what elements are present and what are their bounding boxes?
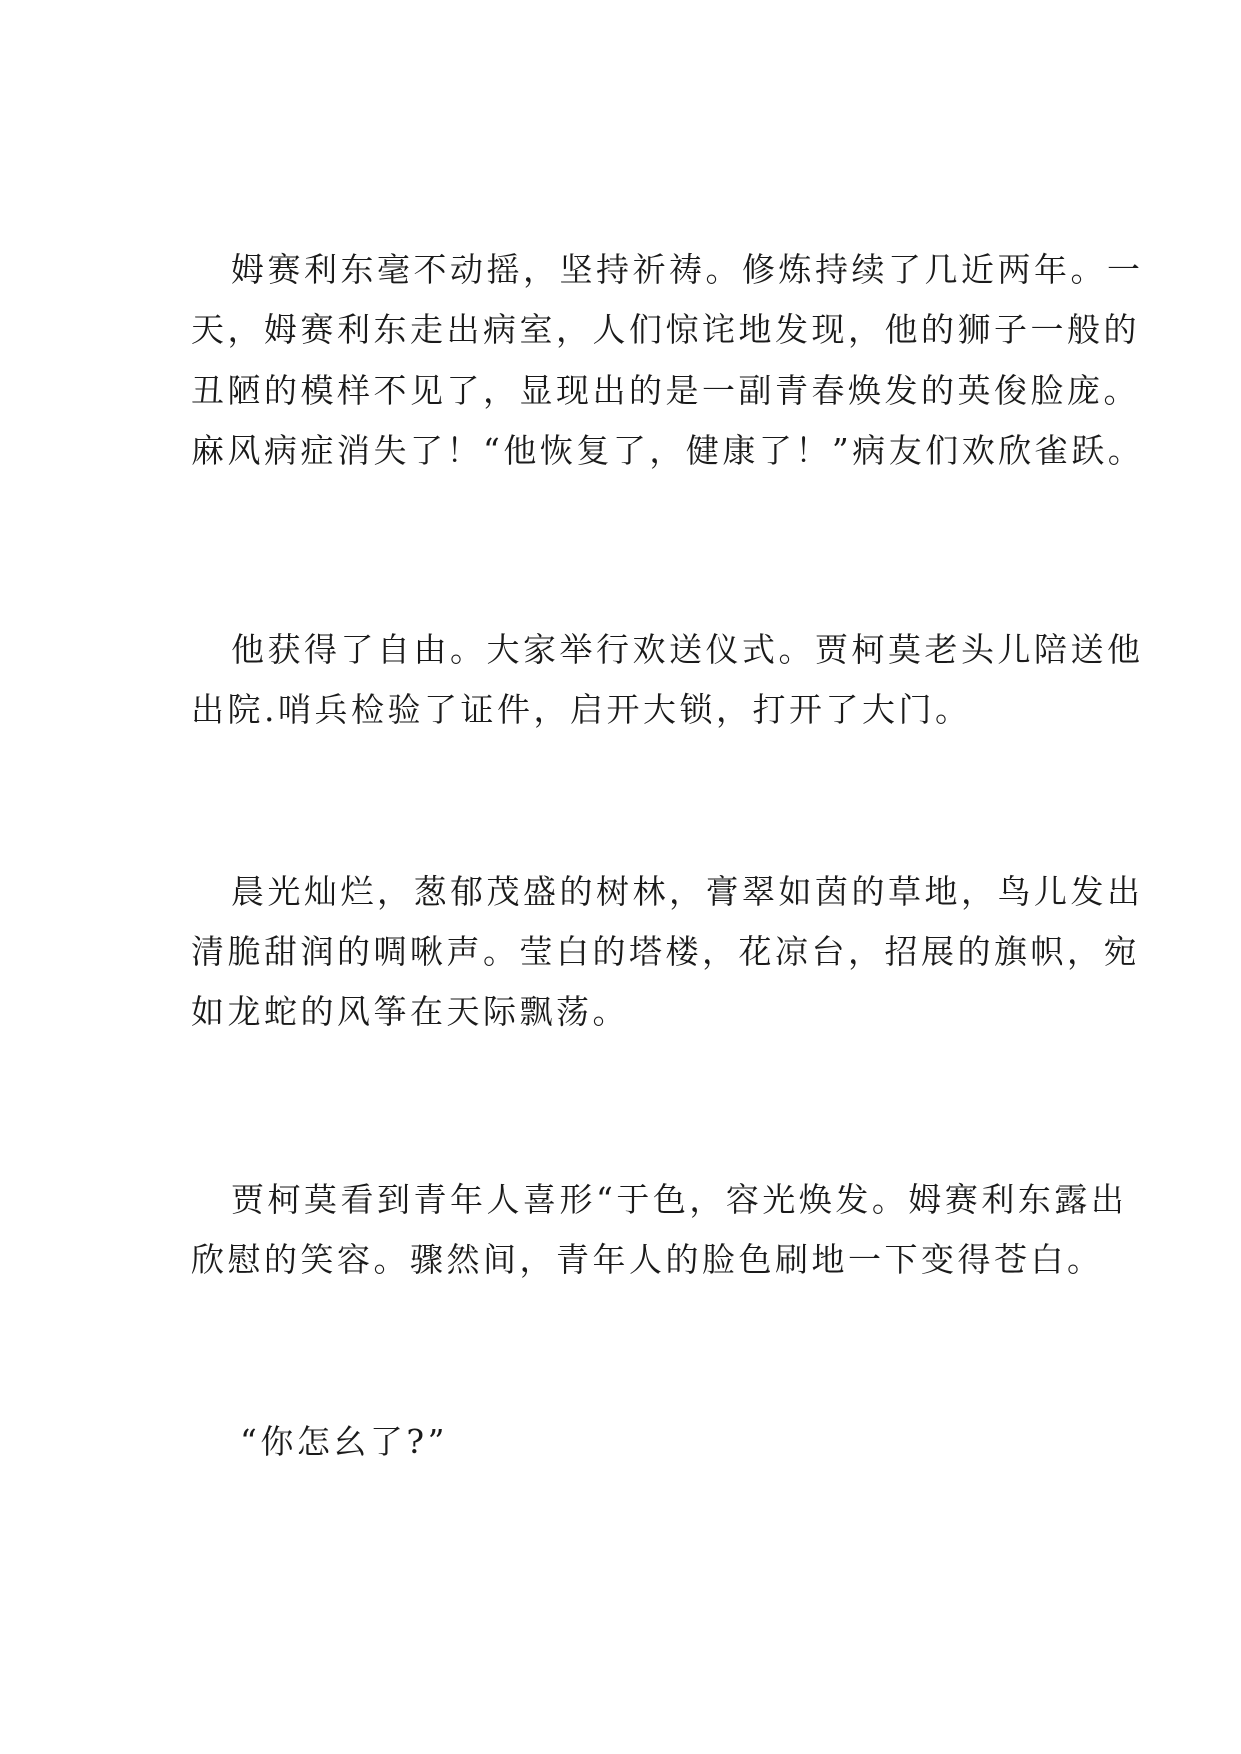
paragraph-line: 如龙蛇的风筝在天际飘荡。 xyxy=(191,992,629,1031)
paragraph-line: 姆赛利东毫不动摇，坚持祈祷。修炼持续了几近两年。一 xyxy=(231,250,1144,289)
paragraph-line: 麻风病症消失了！“他恢复了，健康了！”病友们欢欣雀跃。 xyxy=(191,431,1145,470)
paragraph-line: 贾柯莫看到青年人喜形“于色，容光焕发。姆赛利东露出 xyxy=(231,1180,1128,1219)
paragraph-line: 天，姆赛利东走出病室，人们惊诧地发现，他的狮子一般的 xyxy=(191,310,1140,349)
paragraph-line: 他获得了自由。大家举行欢送仪式。贾柯莫老头儿陪送他 xyxy=(231,630,1144,669)
paragraph-line: 丑陋的模样不见了，显现出的是一副青春焕发的英俊脸庞。 xyxy=(191,371,1140,410)
paragraph-line: 清脆甜润的啁啾声。莹白的塔楼，花凉台，招展的旗帜，宛 xyxy=(191,932,1140,971)
paragraph-line: 出院.哨兵检验了证件，启开大锁，打开了大门。 xyxy=(191,690,972,729)
paragraph-line: “你怎幺了?” xyxy=(240,1422,448,1461)
paragraph-line: 欣慰的笑容。骤然间，青年人的脸色刷地一下变得苍白。 xyxy=(191,1240,1104,1279)
paragraph-line: 晨光灿烂，葱郁茂盛的树林，膏翠如茵的草地，鸟儿发出 xyxy=(231,872,1144,911)
